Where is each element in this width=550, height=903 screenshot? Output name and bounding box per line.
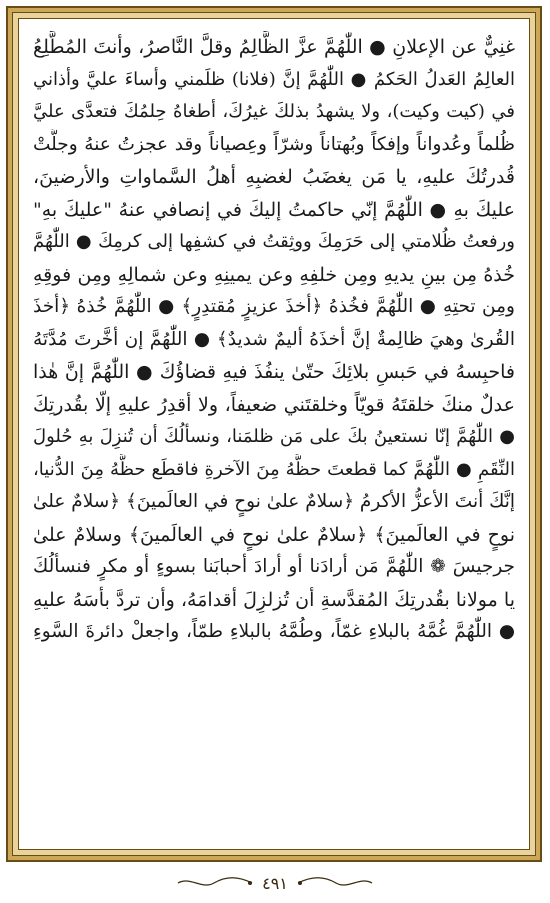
page-border [6, 6, 542, 862]
text-line: ظُلماً وعُدواناً وإفكاً وبُهتاناً وشرّاً وعِصياناً وقد عجزتُ عنهُ وجلَّتْ [33, 133, 515, 155]
text-line: العالِمُ العَدلُ الحَكمُ ● اللّٰهُمَّ إنَّ (فلانا) ظلَمني وأساءَ عليَّ وأذاني [33, 68, 515, 90]
text-line: ومِن تحتِهِ ● اللّٰهُمَّ فخُذهُ ﴿أخذَ عزيزٍ مُقتدِرٍ﴾ ● اللّٰهُمَّ خُذهُ ﴿أخذَ [33, 296, 515, 317]
text-line: قُدرتُكَ عليهِ، يا مَن يغضَبُ لغضبِهِ أهلُ السَّماواتِ والأرضينَ، [33, 166, 515, 188]
text-line: عليكَ بهِ ● اللّٰهُمَّ إنّي حاكمتُ إليكَ في إنصافي عنهُ "عليكَ بهِ" [33, 198, 515, 221]
text-line: فاحبِسهُ في حَبسِ بلائِكَ حتّىٰ ينفُذَ فيهِ قضاؤُكَ ● اللّٰهُمَّ إنَّ هٰذا [33, 361, 515, 383]
text-line: القُرىٰ وهيَ ظالِمةٌ إنَّ أخذَهُ أليمٌ شديدٌ﴾ ● اللّٰهُمَّ إن أخَّرتَ مُدَّتَهُ [33, 328, 515, 350]
page-border-band [12, 12, 536, 856]
text-line: يا مولانا بقُدرتِكَ المُقدَّسةِ أن تُزلزِلَ أقدامَهُ، وأن تردَّ بأسَهُ عليهِ [33, 588, 515, 611]
text-line: في (كيت وكيت)، ولا يشهدُ بذلكَ غيرُكَ، أطغاهُ حِلمُكَ فتعدَّى عليَّ [33, 101, 515, 122]
page-footer [0, 866, 550, 900]
text-line: جرجيسَ ❁ اللّٰهُمَّ مَن أرادَنا أو أرادَ أحبابَنا بسوءٍ أو مكرٍ فنسألُكَ [33, 556, 515, 577]
text-line: خُذهُ مِن بينِ يديهِ ومِن خلفِهِ وعن يمينِهِ وعن شمالِهِ ومِن فوقِهِ [33, 263, 515, 286]
text-line: النِّقَمِ ● اللّٰهُمَّ كما قطعتَ حظَّهُ مِنَ الآخرةِ فاقطَع حظَّهُ مِنَ الدُّنيا، [33, 458, 515, 480]
text-line: ورفعتُ ظُلامتي إلى حَرَمِكَ ووثِقتُ في كشفِها إلى كرمِكَ ● اللّٰهُمَّ [33, 231, 515, 252]
text-line: ● اللّٰهُمَّ غُمَّهُ بالبلاءِ غمّاً، وطُمَّهُ بالبلاءِ طمّاً، واجعلْ دائرةَ السَّوءِ [33, 621, 515, 642]
text-line: إنَّكَ أنتَ الأعزُّ الأكرمُ ﴿سلامٌ علىٰ نوحٍ في العالَمينَ﴾ ﴿سلامٌ علىٰ [33, 491, 515, 512]
prayer-text [33, 31, 515, 841]
text-line: ● اللّٰهُمَّ إنّا نستعينُ بكَ على مَن ظلمَنا، ونسألُكَ أن تُنزِلَ بهِ حُلولَ [33, 426, 515, 447]
right-ornament-icon [296, 875, 374, 891]
left-ornament-icon [176, 875, 254, 891]
page-number: ٤٩١ [262, 873, 288, 893]
text-panel [18, 18, 530, 850]
text-line: نوحٍ في العالَمينَ﴾ ﴿سلامٌ علىٰ نوحٍ في العالَمينَ﴾ وسلامٌ علىٰ [33, 523, 515, 546]
text-line: عدلٌ منكَ خلقتَهُ قويّاً وخلقتَني ضعيفاً، ولا أقدِرُ عليهِ إلّا بقُدرتِكَ [33, 393, 515, 416]
text-line: غنِيٌّ عن الإعلانِ ● اللّٰهُمَّ عزَّ الظَّالِمُ وقلَّ النَّاصرُ، وأنتَ المُطَّلِعُ [33, 36, 515, 58]
